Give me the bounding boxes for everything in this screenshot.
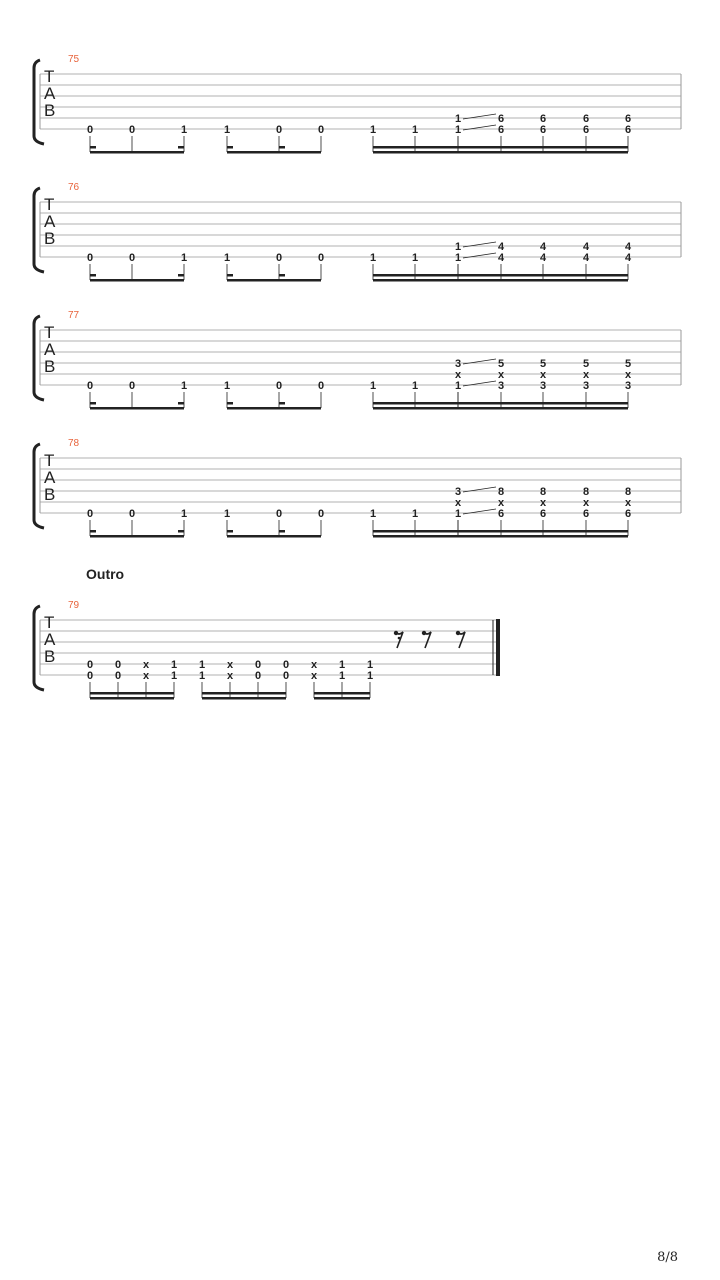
fret-number: 0	[86, 252, 94, 264]
partial-beam	[227, 530, 233, 533]
fret-number: 0	[86, 380, 94, 392]
fret-number: 1	[454, 380, 462, 392]
fret-number: 0	[275, 508, 283, 520]
fret-number: 1	[223, 380, 231, 392]
fret-number: 1	[170, 659, 178, 671]
fret-number: 1	[369, 508, 377, 520]
tab-clef-letter: T	[44, 323, 55, 342]
fret-number: 0	[275, 124, 283, 136]
beam	[458, 535, 628, 538]
beam	[227, 151, 321, 154]
fret-number: 0	[254, 670, 262, 682]
fret-number: 0	[128, 508, 136, 520]
beam-second	[373, 274, 458, 277]
beam	[458, 407, 628, 410]
fret-number: 1	[454, 252, 462, 264]
fret-number: 1	[454, 508, 462, 520]
system-bracket	[34, 188, 44, 272]
system-bracket	[34, 444, 44, 528]
fret-number: x	[454, 369, 462, 381]
fret-number: 0	[114, 659, 122, 671]
eighth-rest-head	[456, 631, 460, 635]
fret-number: 4	[582, 241, 590, 253]
fret-number: 4	[497, 241, 505, 253]
fret-number: 1	[338, 659, 346, 671]
beam	[373, 151, 458, 154]
fret-number: 1	[366, 670, 374, 682]
fret-number: 0	[128, 380, 136, 392]
partial-beam	[279, 402, 285, 405]
fret-number: 8	[539, 486, 547, 498]
partial-beam	[178, 146, 184, 149]
fret-number: 1	[338, 670, 346, 682]
fret-number: 6	[624, 124, 632, 136]
fret-number: 0	[128, 124, 136, 136]
fret-number: 1	[366, 659, 374, 671]
measure-number: 75	[68, 54, 80, 65]
partial-beam	[178, 274, 184, 277]
rest-dot	[398, 637, 401, 640]
fret-number: 4	[624, 252, 632, 264]
system-bracket	[34, 606, 44, 690]
beam-second	[373, 402, 458, 405]
measure-number: 79	[68, 600, 80, 611]
fret-number: 0	[317, 380, 325, 392]
fret-number: x	[582, 369, 590, 381]
partial-beam	[90, 146, 96, 149]
tab-clef-letter: T	[44, 613, 55, 632]
partial-beam	[279, 274, 285, 277]
beam	[90, 151, 184, 154]
beam-second	[314, 692, 370, 695]
beam	[202, 697, 286, 700]
fret-number: 8	[582, 486, 590, 498]
fret-number: 1	[180, 508, 188, 520]
fret-number: 1	[454, 113, 462, 125]
fret-number: 0	[86, 670, 94, 682]
fret-number: 6	[582, 124, 590, 136]
fret-number: 6	[497, 124, 505, 136]
fret-number: 3	[624, 380, 632, 392]
fret-number: 3	[454, 486, 462, 498]
eighth-rest-head	[394, 631, 398, 635]
fret-number: 1	[223, 124, 231, 136]
fret-number: 0	[317, 508, 325, 520]
partial-beam	[227, 274, 233, 277]
beam-second	[458, 530, 628, 533]
fret-number: 1	[198, 659, 206, 671]
beam-second	[458, 402, 628, 405]
fret-number: x	[582, 497, 590, 509]
tab-clef-letter: A	[44, 340, 56, 359]
fret-number: 6	[497, 508, 505, 520]
fret-number: 1	[180, 252, 188, 264]
measure-number: 76	[68, 182, 80, 193]
tab-clef-letter: B	[44, 485, 56, 504]
fret-number: 6	[539, 124, 547, 136]
partial-beam	[90, 402, 96, 405]
beam	[314, 697, 370, 700]
fret-number: 1	[369, 380, 377, 392]
partial-beam	[279, 530, 285, 533]
fret-number: 6	[624, 508, 632, 520]
beam	[90, 407, 184, 410]
fret-number: 1	[454, 241, 462, 253]
beam	[373, 535, 458, 538]
final-barline-thick	[496, 619, 500, 676]
fret-number: 1	[369, 124, 377, 136]
fret-number: 0	[86, 508, 94, 520]
fret-number: 1	[411, 124, 419, 136]
tab-clef-letter: T	[44, 67, 55, 86]
fret-number: 4	[497, 252, 505, 264]
tab-clef-letter: B	[44, 101, 56, 120]
tab-clef-letter: B	[44, 647, 56, 666]
eighth-rest-head	[422, 631, 426, 635]
fret-number: x	[497, 369, 505, 381]
fret-number: 0	[128, 252, 136, 264]
beam-second	[373, 146, 458, 149]
fret-number: x	[454, 497, 462, 509]
tab-clef-letter: A	[44, 212, 56, 231]
tab-clef-letter: A	[44, 468, 56, 487]
fret-number: 3	[582, 380, 590, 392]
fret-number: 6	[539, 508, 547, 520]
fret-number: x	[624, 497, 632, 509]
fret-number: 4	[582, 252, 590, 264]
beam	[373, 279, 458, 282]
fret-number: 0	[317, 124, 325, 136]
beam	[90, 535, 184, 538]
fret-number: x	[142, 659, 150, 671]
beam	[227, 535, 321, 538]
partial-beam	[178, 402, 184, 405]
partial-beam	[90, 530, 96, 533]
fret-number: 0	[282, 670, 290, 682]
fret-number: 1	[180, 124, 188, 136]
fret-number: 1	[454, 124, 462, 136]
beam	[227, 279, 321, 282]
fret-number: 6	[582, 508, 590, 520]
fret-number: 0	[86, 659, 94, 671]
system-bracket	[34, 316, 44, 400]
fret-number: 1	[198, 670, 206, 682]
fret-number: 6	[497, 113, 505, 125]
fret-number: 5	[582, 358, 590, 370]
partial-beam	[227, 402, 233, 405]
fret-number: 1	[411, 380, 419, 392]
fret-number: x	[497, 497, 505, 509]
page-number: 8/8	[657, 1250, 678, 1265]
fret-number: x	[539, 497, 547, 509]
beam	[458, 151, 628, 154]
beam	[458, 279, 628, 282]
fret-number: 1	[180, 380, 188, 392]
section-label-outro: Outro	[86, 566, 125, 582]
beam-second	[458, 274, 628, 277]
fret-number: 5	[539, 358, 547, 370]
fret-number: x	[226, 659, 234, 671]
fret-number: x	[310, 659, 318, 671]
beam	[373, 407, 458, 410]
fret-number: 3	[497, 380, 505, 392]
fret-number: 1	[223, 252, 231, 264]
fret-number: 6	[582, 113, 590, 125]
fret-number: 1	[170, 670, 178, 682]
fret-number: 0	[317, 252, 325, 264]
beam	[90, 697, 174, 700]
fret-number: 0	[86, 124, 94, 136]
fret-number: x	[142, 670, 150, 682]
tab-clef-letter: A	[44, 84, 56, 103]
tab-clef-letter: A	[44, 630, 56, 649]
measure-number: 78	[68, 438, 80, 449]
fret-number: 8	[497, 486, 505, 498]
beam	[227, 407, 321, 410]
fret-number: 4	[539, 241, 547, 253]
tab-clef-letter: B	[44, 229, 56, 248]
fret-number: 4	[624, 241, 632, 253]
beam-second	[90, 692, 174, 695]
fret-number: x	[310, 670, 318, 682]
partial-beam	[90, 274, 96, 277]
fret-number: x	[624, 369, 632, 381]
partial-beam	[227, 146, 233, 149]
measure-number: 77	[68, 310, 80, 321]
tab-clef-letter: T	[44, 451, 55, 470]
fret-number: 5	[624, 358, 632, 370]
fret-number: 0	[114, 670, 122, 682]
beam-second	[458, 146, 628, 149]
beam	[90, 279, 184, 282]
fret-number: 5	[497, 358, 505, 370]
fret-number: 1	[369, 252, 377, 264]
fret-number: 3	[454, 358, 462, 370]
partial-beam	[279, 146, 285, 149]
tab-clef-letter: B	[44, 357, 56, 376]
fret-number: 8	[624, 486, 632, 498]
system-bracket	[34, 60, 44, 144]
fret-number: 0	[254, 659, 262, 671]
fret-number: 6	[624, 113, 632, 125]
tab-clef-letter: T	[44, 195, 55, 214]
fret-number: x	[226, 670, 234, 682]
fret-number: 1	[223, 508, 231, 520]
fret-number: 0	[275, 380, 283, 392]
fret-number: 3	[539, 380, 547, 392]
fret-number: 4	[539, 252, 547, 264]
fret-number: 1	[411, 252, 419, 264]
fret-number: 6	[539, 113, 547, 125]
fret-number: 1	[411, 508, 419, 520]
beam-second	[202, 692, 286, 695]
fret-number: x	[539, 369, 547, 381]
fret-number: 0	[282, 659, 290, 671]
beam-second	[373, 530, 458, 533]
partial-beam	[178, 530, 184, 533]
fret-number: 0	[275, 252, 283, 264]
